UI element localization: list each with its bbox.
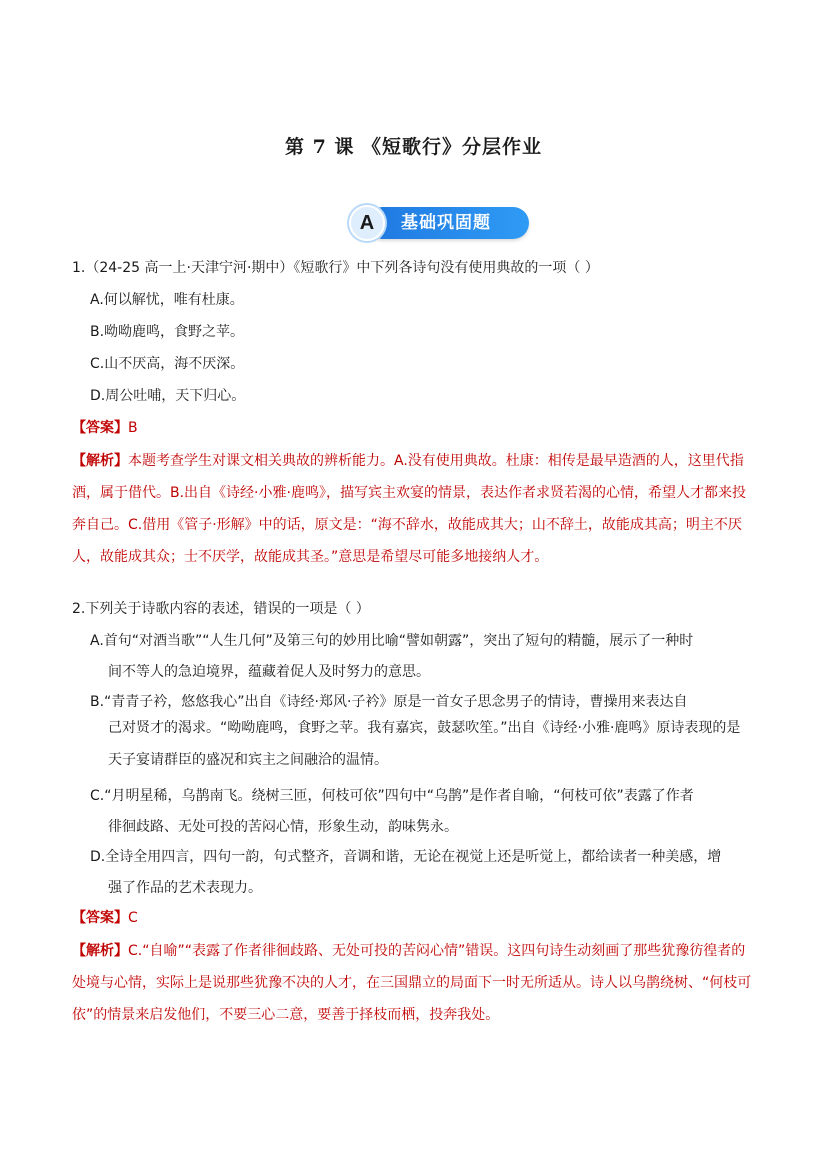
question-stem: 1.（24-25 高一上·天津宁河·期中）《短歌行》中下列各诗句没有使用典故的一项（ ）: [72, 260, 599, 276]
option-first-line: B.“青青子衿，悠悠我心”出自《诗经·郑风·子衿》原是一首女子思念男子的情诗，曹操用来表达自: [90, 694, 688, 710]
section-badge: [349, 205, 529, 241]
question-1: [72, 258, 752, 573]
question-list: [72, 258, 752, 1031]
section-letter: A: [349, 205, 385, 241]
option-c: C.山不厌高，海不厌深。: [90, 356, 245, 372]
option-first-line: D.全诗全用四言，四句一韵，句式整齐，音调和谐，无论在视觉上还是听觉上，都给读者一种美感，增: [90, 849, 722, 865]
option-d: D.周公吐哺，天下归心。: [90, 388, 246, 404]
option-first-line: C.“月明星稀，乌鹊南飞。绕树三匝，何枝可依”四句中“乌鹊”是作者自喻，“何枝可依”表露了作者: [90, 788, 694, 804]
answer: [72, 908, 752, 928]
answer-tag: 【答案】: [72, 420, 128, 436]
option-continuation: 己对贤才的渴求。“呦呦鹿鸣，食野之苹。我有嘉宾，鼓瑟吹笙。”出自《诗经·小雅·鹿鸣》原诗表现的是天子宴请群臣的盛况和宾主之间融洽的温情。: [108, 720, 741, 768]
answer: [72, 418, 752, 438]
answer-tag: 【答案】: [72, 910, 128, 926]
analysis-text: C.“自喻”“表露了作者徘徊歧路、无处可投的苦闷心情”错误。这四句诗生动刻画了那些犹豫彷徨者的处境与心情，实际上是说那些犹豫不决的人才，在三国鼎立的局面下一时无所适从。诗人以乌鹊绕树、“何枝可依”的情景来启发他们，不要三心二意，要善于择枝而栖，投奔我处。: [72, 943, 752, 1023]
analysis: [72, 935, 752, 1031]
option-a: [90, 631, 752, 682]
option-first-line: A.首句“对酒当歌”“人生几何”及第三句的妙用比喻“譬如朝露”，突出了短句的精髓，展示了一种时: [90, 633, 694, 649]
answer-value: C: [128, 910, 138, 926]
option-continuation: 徘徊歧路、无处可投的苦闷心情，形象生动，韵味隽永。: [108, 819, 458, 835]
page-title: 第 7 课 《短歌行》分层作业: [284, 136, 543, 158]
analysis-text: 本题考查学生对课文相关典故的辨析能力。A.没有使用典故。杜康：相传是最早造酒的人，这里代指酒，属于借代。B.出自《诗经·小雅·鹿鸣》，描写宾主欢宴的情景，表达作者求贤若渴的心情，希望人才都来投奔自己。C.借用《管子·形解》中的话，原文是：“海不辞水，故能成其大；山不辞土，故能成其高；明主不厌人，故能成其众；士不厌学，故能成其圣。”意思是希望尽可能多地接纳人才。: [72, 453, 746, 565]
analysis: [72, 445, 752, 573]
option-continuation: 间不等人的急迫境界，蕴藏着促人及时努力的意思。: [108, 664, 430, 680]
option-b: B.呦呦鹿鸣，食野之苹。: [90, 324, 245, 340]
analysis-tag: 【解析】: [72, 453, 128, 469]
option-continuation: 强了作品的艺术表现力。: [108, 880, 262, 896]
option-a: A.何以解忧，唯有杜康。: [90, 292, 244, 308]
section-label: 基础巩固题: [401, 213, 491, 233]
analysis-tag: 【解析】: [72, 943, 128, 959]
question-stem: 2.下列关于诗歌内容的表述，错误的一项是（ ）: [72, 601, 370, 617]
option-c: [90, 786, 752, 837]
question-2: [72, 599, 752, 1031]
option-b: [90, 692, 752, 776]
option-d: [90, 847, 752, 898]
answer-value: B: [128, 420, 138, 436]
